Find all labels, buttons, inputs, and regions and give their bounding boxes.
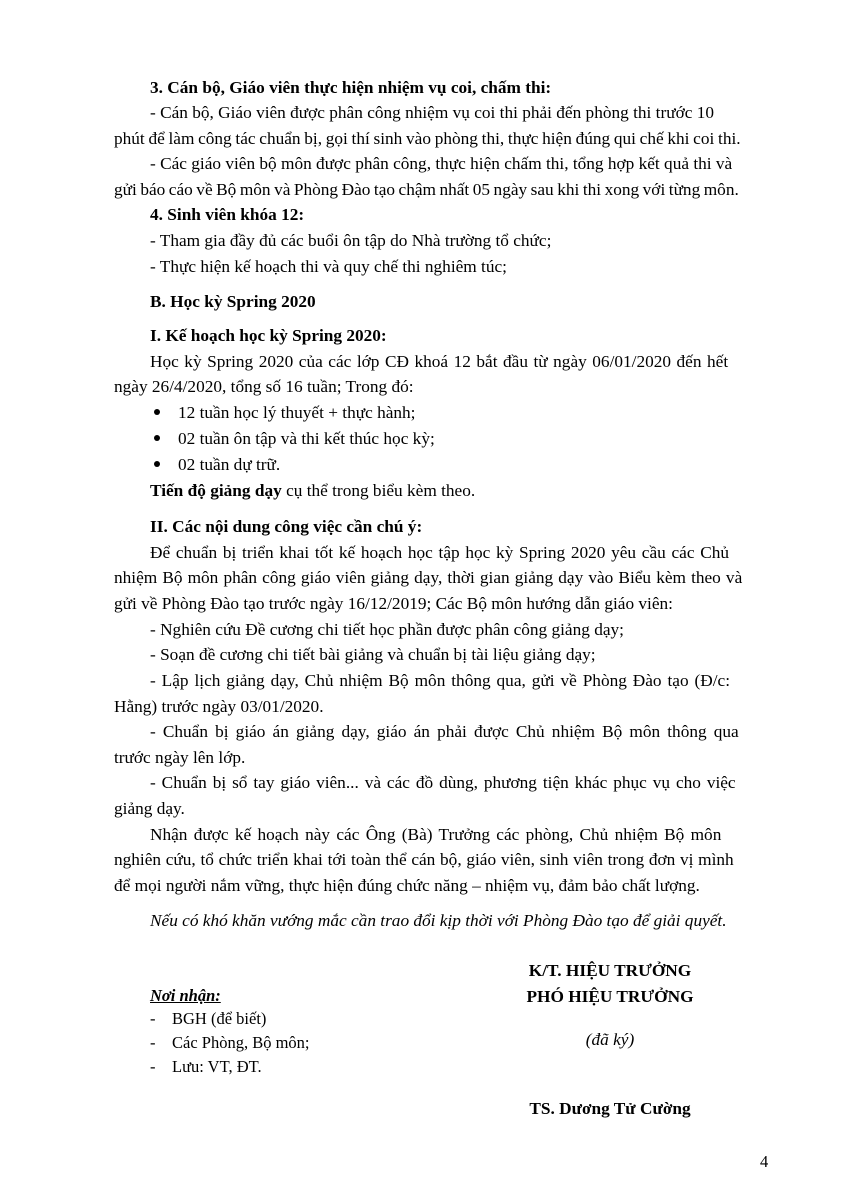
section-b-heading: B. Học kỳ Spring 2020 bbox=[150, 292, 316, 311]
part-ii-item-4-line1: - Chuẩn bị giáo án giảng dạy, giáo án phải được Chủ nhiệm Bộ môn thông qua bbox=[150, 722, 739, 741]
bullet-icon bbox=[154, 461, 160, 467]
page-number: 4 bbox=[760, 1152, 769, 1171]
part-ii-intro-line3: gửi về Phòng Đào tạo trước ngày 16/12/2019; Các Bộ môn hướng dẫn giáo viên: bbox=[114, 594, 673, 613]
signature-signed: (đã ký) bbox=[585, 1030, 635, 1049]
recipients-title: Nơi nhận: bbox=[150, 986, 221, 1005]
closing-line2: nghiên cứu, tổ chức triển khai tới toàn thể cán bộ, giáo viên, sinh viên trong đơn vị mình bbox=[114, 850, 734, 869]
part-i-intro-line1: Học kỳ Spring 2020 của các lớp CĐ khoá 12 bắt đầu từ ngày 06/01/2020 đến hết bbox=[150, 352, 729, 371]
bullet-icon bbox=[154, 435, 160, 441]
recipient-item-1: BGH (để biết) bbox=[172, 1009, 267, 1028]
part-ii-intro-line2: nhiệm Bộ môn phân công giáo viên giảng dạy, thời gian giảng dạy vào Biểu kèm theo và bbox=[114, 568, 743, 587]
part-ii-item-3-line1: - Lập lịch giảng dạy, Chủ nhiệm Bộ môn thông qua, gửi về Phòng Đào tạo (Đ/c: bbox=[150, 671, 731, 690]
progress-bold-text: Tiến độ giảng dạy bbox=[150, 481, 282, 500]
closing-line3: để mọi người nắm vững, thực hiện đúng chức năng – nhiệm vụ, đảm bảo chất lượng. bbox=[114, 876, 700, 895]
part-ii-item-5-line2: giảng dạy. bbox=[114, 799, 185, 818]
bullet-icon bbox=[154, 409, 160, 415]
progress-rest-text: cụ thể trong biểu kèm theo. bbox=[281, 481, 476, 500]
part-i-intro-line2: ngày 26/4/2020, tổng số 16 tuần; Trong đó: bbox=[114, 377, 414, 396]
part-i-heading: I. Kế hoạch học kỳ Spring 2020: bbox=[150, 326, 387, 345]
recipient-dash: - bbox=[150, 1057, 156, 1076]
part-ii-item-4-line2: trước ngày lên lớp. bbox=[114, 748, 246, 767]
section-4-line1: - Tham gia đầy đủ các buổi ôn tập do Nhà trường tổ chức; bbox=[150, 231, 552, 250]
recipient-item-2: Các Phòng, Bộ môn; bbox=[172, 1033, 310, 1052]
part-ii-heading: II. Các nội dung công việc cần chú ý: bbox=[150, 517, 423, 536]
recipient-item-3: Lưu: VT, ĐT. bbox=[172, 1057, 262, 1076]
section-3-para2-line1: - Các giáo viên bộ môn được phân công, thực hiện chấm thi, tổng hợp kết quả thi và bbox=[150, 154, 733, 173]
recipient-dash: - bbox=[150, 1033, 156, 1052]
recipient-dash: - bbox=[150, 1009, 156, 1028]
section-3-para1-line1: - Cán bộ, Giáo viên được phân công nhiệm vụ coi thi phải đến phòng thi trước 10 bbox=[150, 103, 714, 122]
part-ii-intro-line1: Để chuẩn bị triển khai tốt kế hoạch học tập học kỳ Spring 2020 yêu cầu các Chủ bbox=[150, 543, 730, 562]
section-3-para1-line2: phút để làm công tác chuẩn bị, gọi thí sinh vào phòng thi, thực hiện đúng qui chế khi coi thi. bbox=[114, 129, 741, 148]
part-ii-item-2: - Soạn đề cương chi tiết bài giảng và chuẩn bị tài liệu giảng dạy; bbox=[150, 645, 596, 664]
section-4-line2: - Thực hiện kế hoạch thi và quy chế thi nghiêm túc; bbox=[150, 257, 507, 276]
section-3-para2-line2: gửi báo cáo về Bộ môn và Phòng Đào tạo chậm nhất 05 ngày sau khi thi xong với từng môn. bbox=[114, 180, 739, 199]
part-ii-item-1: - Nghiên cứu Đề cương chi tiết học phần được phân công giảng dạy; bbox=[150, 620, 624, 639]
closing-line1: Nhận được kế hoạch này các Ông (Bà) Trưởng các phòng, Chủ nhiệm Bộ môn bbox=[150, 825, 722, 844]
signature-title-2: PHÓ HIỆU TRƯỞNG bbox=[526, 987, 694, 1006]
bullet-item-3: 02 tuần dự trữ. bbox=[178, 455, 281, 474]
bullet-item-1: 12 tuần học lý thuyết + thực hành; bbox=[178, 403, 416, 422]
bullet-item-2: 02 tuần ôn tập và thi kết thúc học kỳ; bbox=[178, 429, 435, 448]
part-ii-item-5-line1: - Chuẩn bị sổ tay giáo viên... và các đồ dùng, phương tiện khác phục vụ cho việc bbox=[150, 773, 736, 792]
section-4-heading: 4. Sinh viên khóa 12: bbox=[150, 205, 305, 224]
signature-title-1: K/T. HIỆU TRƯỞNG bbox=[528, 961, 692, 980]
progress-line bbox=[150, 480, 475, 502]
signatory-name: TS. Dương Tử Cường bbox=[529, 1099, 691, 1118]
part-ii-item-3-line2: Hằng) trước ngày 03/01/2020. bbox=[114, 697, 324, 716]
section-3-heading: 3. Cán bộ, Giáo viên thực hiện nhiệm vụ coi, chấm thi: bbox=[150, 78, 552, 97]
closing-note: Nếu có khó khăn vướng mắc cần trao đổi kịp thời với Phòng Đào tạo để giải quyết. bbox=[150, 911, 727, 930]
